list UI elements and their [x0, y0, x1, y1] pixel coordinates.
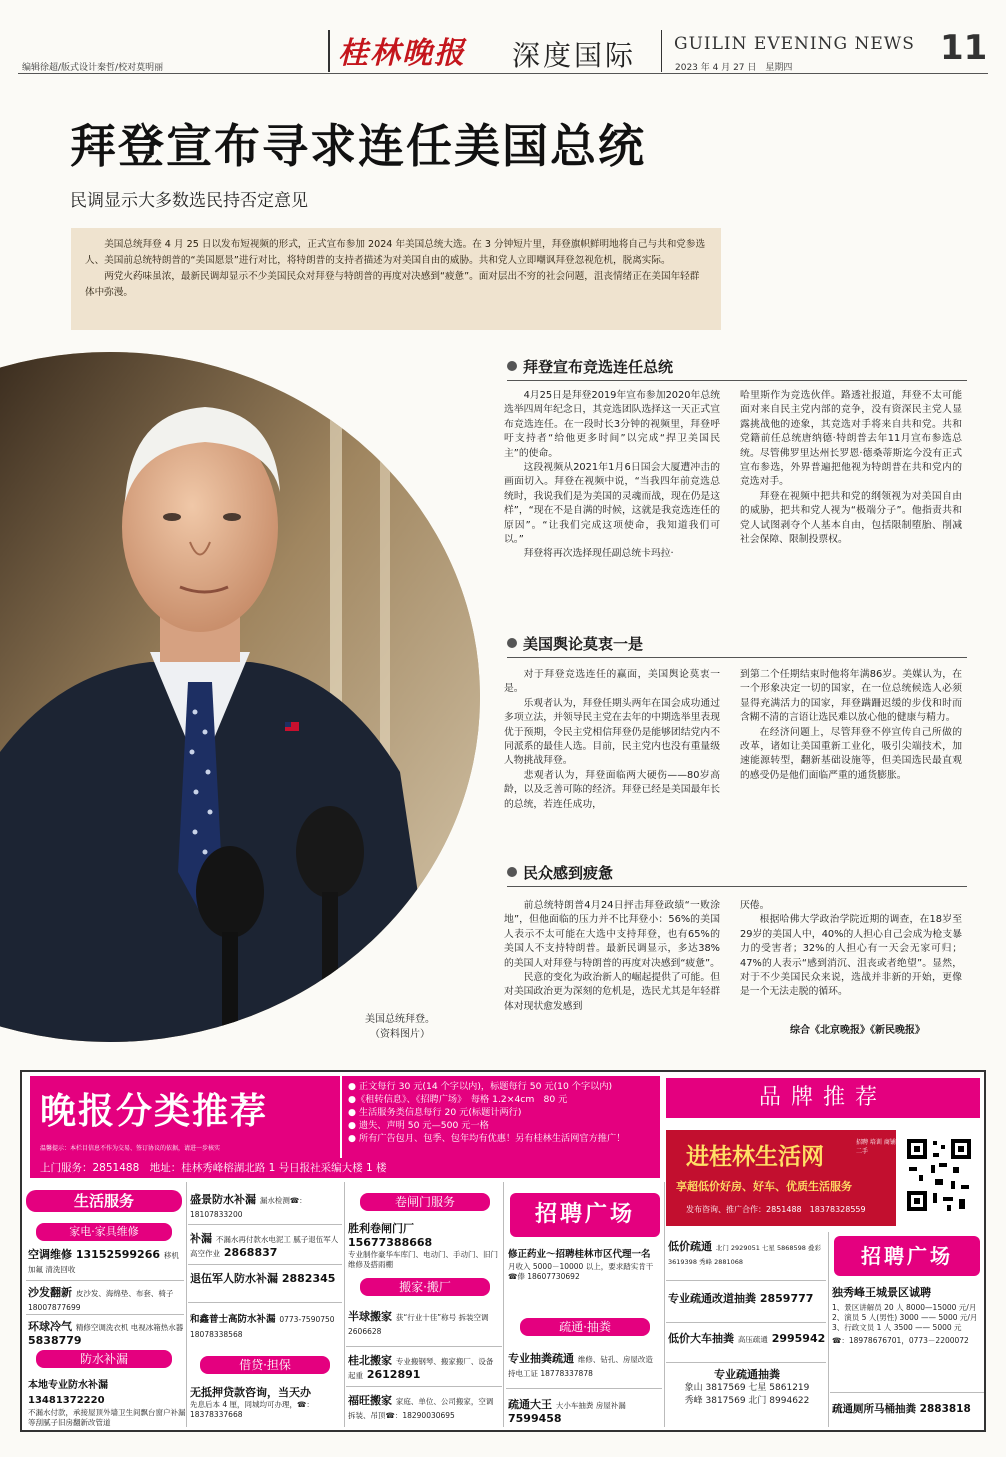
- sofa-title: 沙发翻新: [28, 1286, 72, 1299]
- local-leak-title: 本地专业防水补漏 13481372220: [28, 1380, 108, 1406]
- hexin-note: 0773-7590750 18078338568: [190, 1315, 335, 1339]
- xiuzheng-ad: [508, 1248, 660, 1282]
- newspaper-english-name: GUILIN EVENING NEWS: [674, 34, 915, 54]
- loan-title: 无抵押贷款咨询，当天办: [190, 1386, 311, 1399]
- fuwang-note: 家庭、单位、公司搬家，空调拆装、吊顶☎：18290030695: [348, 1397, 494, 1420]
- biden-photo: [0, 352, 480, 1042]
- article-paragraph: 厌倦。: [740, 900, 770, 911]
- shengjing-note: 漏水检测☎：18107833200: [190, 1196, 307, 1219]
- newspaper-logo: 桂林晚报: [338, 36, 466, 71]
- env-ac-ad: [28, 1320, 186, 1348]
- pro-drain-note: 维修、钻孔、房屋改造 持电工证 18778337878: [508, 1355, 653, 1378]
- hexin-ad: [190, 1312, 342, 1341]
- lead-box: [71, 228, 721, 330]
- bulou-ad: [190, 1232, 342, 1260]
- env-ac-phone: 5838779: [28, 1334, 82, 1347]
- pro-drain3-line: 象山 3817569 七星 5861219: [684, 1383, 810, 1393]
- article-column: [740, 899, 962, 1000]
- recruit-title-2: 招聘广场: [834, 1236, 980, 1276]
- section-title-text: 民众感到疲惫: [523, 864, 614, 882]
- moving-tag: 搬家·搬厂: [360, 1278, 490, 1296]
- section-rule: [507, 657, 967, 658]
- section-title-opinion: [507, 633, 643, 654]
- section-rule: [507, 380, 967, 381]
- pro-drain3-title: 专业疏通抽粪: [714, 1368, 780, 1381]
- classified-title: 晚报分类推荐: [40, 1090, 269, 1132]
- guibei-phone: 2612891: [366, 1368, 421, 1381]
- section-rule: [507, 886, 967, 887]
- shengjing-ad: [190, 1193, 342, 1221]
- article-column: [504, 389, 720, 562]
- headline: 拜登宣布寻求连任美国总统: [70, 119, 646, 173]
- duxiu-job: 2、演员 5 人(男性) 3000 —— 5000 元/月: [832, 1313, 978, 1322]
- rate-line: ●《租转信息》、《招聘广场》 每格 1.2×4cm 80 元: [348, 1094, 568, 1105]
- lowprice-drain-title: 低价疏通: [668, 1240, 712, 1253]
- ad-separator: [506, 1388, 662, 1389]
- ac-repair-line: 空调维修 13152599266: [28, 1248, 161, 1261]
- fuwang-ad: [348, 1394, 500, 1422]
- waterproof-tag: 防水补漏: [36, 1350, 172, 1368]
- ad-separator: [830, 1392, 984, 1393]
- column-divider: [503, 1182, 504, 1427]
- lowprice-truck-ad: [668, 1332, 826, 1346]
- editor-credits: 编辑徐超/版式设计秦哲/校对莫明丽: [22, 63, 164, 73]
- rate-line: ● 正文每行 30 元(14 个字以内)，标题每行 50 元(10 个字以内): [348, 1081, 613, 1092]
- header-divider: [661, 30, 662, 72]
- ad-separator: [666, 1362, 826, 1363]
- shengli-note: 专业制作豪华车库门、电动门、手动门、旧门维修及搭雨棚: [348, 1250, 498, 1269]
- brand-ad-title: 进桂林生活网: [686, 1144, 824, 1170]
- article-column: [740, 668, 962, 783]
- duxiu-job: 3、行政文员 1 人 3500 —— 5000 元: [832, 1323, 962, 1332]
- shengli-title: 胜利卷闸门厂 15677388668: [348, 1222, 433, 1249]
- section-name: 深度国际: [512, 39, 637, 72]
- article-paragraph: 拜登在视频中把共和党的纲领视为对美国自由的威胁，把共和党人视为“极端分子”。他指责共和党人试图剥夺个人基本自由，包括限制堕胎、削减社会保障、限制投票权。: [740, 490, 962, 546]
- article-paragraph: 这段视频从2021年1月6日国会大厦遭冲击的画面切入。拜登在视频中说，“当我四年前竞选总统时，我说我们是为美国的灵魂而战，现在仍是这样”，“现在不是自满的时候，这就是我竞选连任的原因”。“让我们完成这项使命，我知道我们可以。”: [504, 462, 720, 546]
- lowprice-truck-phone: 2995942: [771, 1332, 826, 1345]
- lowprice-drain-ad: [668, 1240, 826, 1268]
- section-title-text: 拜登宣布竞选连任总统: [523, 358, 674, 376]
- subheadline: 民调显示大多数选民持否定意见: [70, 191, 308, 211]
- ad-separator: [188, 1264, 342, 1265]
- duxiu-job: 1、景区讲解员 20 人 8000—15000 元/月: [832, 1303, 977, 1312]
- qr-code-icon: [903, 1135, 975, 1215]
- article-column: [740, 389, 962, 547]
- sofa-ad: [28, 1286, 186, 1314]
- caption-line: 美国总统拜登。: [365, 1014, 435, 1025]
- classified-address: 上门服务：2851488 地址：桂林秀峰榕湖北路 1 号日报社采编大楼 1 楼: [30, 1158, 660, 1178]
- bullet-icon: [507, 361, 517, 371]
- xiuzheng-title: 修正药业～招聘桂林市区代理一名: [508, 1249, 651, 1260]
- local-leak-note: 不漏水付款，承接屋顶外墙卫生间飘台窗户补漏等刮腻子旧房翻新改管道: [28, 1408, 186, 1427]
- rate-line: ● 所有广告包月、包季、包年均有优惠！另有桂林生活网官方推广！: [348, 1133, 626, 1144]
- brand-recommend-title: 品牌推荐: [666, 1078, 980, 1118]
- ac-repair-ad: [28, 1248, 186, 1276]
- loan-ad: [190, 1386, 342, 1420]
- lead-paragraph: 美国总统拜登 4 月 25 日以发布短视频的形式，正式宣布参加 2024 年美国总统大选。在 3 分钟短片里，拜登旗帜鲜明地将自己与共和党参选人、美国前总统特朗普的“美国愿景”进行对比，将特朗普的支持者描述为对美国自由的威胁。共和党人立即嘲讽拜登忽视危机，脱离实际。: [85, 239, 706, 266]
- article-paragraph: 民意的变化为政治新人的崛起提供了可能。但对美国政治更为深刻的危机是，选民尤其是年轻群体对现状愈发感到: [504, 972, 720, 1012]
- column-divider: [828, 1232, 829, 1427]
- life-service-title: 生活服务: [26, 1190, 182, 1212]
- article-paragraph: 拜登将再次选择现任副总统卡玛拉·: [523, 548, 674, 560]
- column-divider: [344, 1182, 345, 1427]
- guibei-ad: [348, 1354, 500, 1382]
- article-paragraph: 乐观者认为，拜登任期头两年在国会成功通过多项立法，并领导民主党在去年的中期选举里表现优于预期，令民主党相信拜登仍是能够团结党内不同派系的最佳人选。目前，民主党内也没有重量级人物挑战拜登。: [504, 697, 720, 767]
- bulou-phone: 2868837: [223, 1246, 278, 1259]
- pro-drain-ad: [508, 1352, 660, 1380]
- section-title-fatigue: [507, 862, 613, 883]
- article-column: [504, 899, 720, 1014]
- portrait-illustration: [0, 352, 480, 1042]
- brand-ad-tags: 招聘 培训 商铺 二手: [856, 1139, 896, 1155]
- datong-ad: [508, 1398, 660, 1426]
- env-ac-note: 精修空调洗衣机 电视冰箱热水器: [75, 1323, 184, 1332]
- article-column: [504, 668, 720, 812]
- brand-ad-slogan: 享超低价好房、好车、优质生活服务: [676, 1180, 852, 1193]
- bullet-icon: [507, 638, 517, 648]
- drain-tag: 疏通·抽粪: [520, 1318, 650, 1336]
- issue-date: 2023 年 4 月 27 日 星期四: [675, 63, 793, 73]
- classified-tip: 温馨提示：本栏目信息不作为交易、签订协议的依据，请进一步核实: [40, 1145, 221, 1152]
- banqiu-note: 获“行业十佳”称号 拆装空调 2606628: [348, 1313, 489, 1336]
- pro-drain3-ad: [668, 1368, 826, 1408]
- article-paragraph: 到第二个任期结束时他将年满86岁。美媒认为，在一个形象决定一切的国家，在一位总统候选人必须显得充满活力的国家，拜登蹒跚迟缓的步伐和时而含糊不清的言语让选民难以放心他的健康与精力。: [740, 669, 962, 724]
- ad-separator: [188, 1224, 342, 1225]
- lead-paragraph: 两党火药味虽浓，最新民调却显示不少美国民众对拜登与特朗普的再度对决感到“疲惫”。面对层出不穷的社会问题，沮丧情绪正在美国年轻群体中弥漫。: [85, 271, 700, 298]
- bulou-note: 不漏水再付款水电泥工 腻子退伍军人高空作业: [190, 1235, 339, 1258]
- ad-separator: [666, 1280, 826, 1281]
- env-ac-title: 环球冷气: [28, 1320, 72, 1333]
- pro-drain3-line: 秀峰 3817569 北门 8994622: [684, 1396, 810, 1406]
- fuwang-title: 福旺搬家: [348, 1394, 392, 1407]
- rate-line: ● 生活服务类信息每行 20 元(标题计两行): [348, 1107, 522, 1118]
- article-paragraph: 4月25日是拜登2019年宣布参加2020年总统选举四周年纪念日，其竞选团队选择这一天正式宣布竞选连任。在一段时长3分钟的视频里，拜登呼吁支持者“给他更多时间”以完成“捍卫美国民主”的使命。: [504, 390, 720, 459]
- loan-note: 先息后本 4 厘，同城均可办理，☎：18378337668: [190, 1400, 314, 1419]
- lowprice-drain-note: 北门 2929051 七星 5868598 叠彩 3619398 秀峰 2881068: [668, 1244, 822, 1266]
- ad-separator: [188, 1302, 342, 1303]
- hexin-title: 和鑫普士高防水补漏: [190, 1314, 276, 1325]
- ac-repair-note: 移机加氟 清洗回收: [28, 1251, 179, 1274]
- pro-drain-title: 专业抽粪疏通: [508, 1352, 574, 1365]
- banqiu-title: 半球搬家: [348, 1310, 392, 1323]
- ad-separator: [26, 1280, 184, 1281]
- brand-ad-contact: 发布咨询、推广合作：2851488 18378328559: [686, 1205, 866, 1214]
- shengli-ad: [348, 1222, 500, 1270]
- header-rule: [18, 73, 988, 74]
- bullet-icon: [507, 867, 517, 877]
- caption-credit: （资料图片）: [370, 1029, 430, 1040]
- header-divider: [328, 30, 330, 72]
- article-paragraph: 根据哈佛大学政治学院近期的调查，在18岁至29岁的美国人中，40%的人担心自己会成为枪支暴力的受害者；32%的人担心有一天会无家可归；47%的人表示“感到消沉、沮丧或者绝望”。显然，对于不少美国民众来说，选战并非新的开始，更像是一个无法走脱的循环。: [740, 914, 962, 998]
- ad-separator: [26, 1314, 184, 1315]
- lowprice-truck-note: 高压疏通: [737, 1335, 768, 1344]
- ad-separator: [346, 1386, 502, 1387]
- classified-rates: [342, 1076, 660, 1158]
- rolling-door-tag: 卷闸门服务: [360, 1193, 490, 1211]
- datong-note: 大小车抽粪 房屋补漏: [555, 1401, 626, 1410]
- column-divider: [186, 1182, 187, 1427]
- guilin-life-ad: [666, 1130, 896, 1226]
- bulou-title: 补漏: [190, 1232, 212, 1245]
- lowprice-truck-title: 低价大车抽粪: [668, 1332, 734, 1345]
- banqiu-ad: [348, 1310, 500, 1338]
- duxiu-ad: [832, 1286, 982, 1346]
- datong-title: 疏通大王: [508, 1398, 552, 1411]
- article-paragraph: 悲观者认为，拜登面临两大硬伤——80岁高龄，以及乏善可陈的经济。拜登已经是美国最年长的总统，若连任成功，: [504, 769, 720, 810]
- duxiu-phone: ☎：18978676701，0773－2200072: [832, 1336, 969, 1345]
- ad-separator: [346, 1346, 502, 1347]
- page-number: 11: [940, 28, 988, 68]
- article-paragraph: 哈里斯作为竞选伙伴。路透社报道，拜登不太可能面对来自民主党内部的竞争，没有资深民主党人显露挑战他的迹象，其竞选对手将来自共和党。共和党籍前任总统唐纳德·特朗普去年11月宣布参选总统。尽管佛罗里达州长罗恩·德桑蒂斯迄今没有正式宣布参选，外界普遍把他视为特朗普在共和党内的竞选对手。: [740, 390, 962, 488]
- xiuzheng-note: 月收入 5000－10000 以上，要求踏实肯干☎俸 18607730692: [508, 1262, 654, 1281]
- article-paragraph: 对于拜登竞选连任的赢面，美国舆论莫衷一是。: [504, 669, 720, 695]
- sofa-note: 皮沙发、海绵垫、布套、椅子 18007877699: [28, 1289, 174, 1312]
- datong-phone: 7599458: [508, 1412, 562, 1425]
- loan-tag: 借贷·担保: [200, 1356, 330, 1374]
- article-paragraph: 前总统特朗普4月24日抨击拜登政绩“一败涂地”，但他面临的压力并不比拜登小：56%的美国人表示不太可能在大选中支持拜登，也有65%的美国人不支持特朗普。最新民调显示，多达38%的美国人对拜登与特朗普的再度对决感到“疲惫”。: [504, 900, 720, 969]
- rate-line: ● 遗失、声明 50 元—500 元一格: [348, 1120, 489, 1131]
- local-leak-ad: [28, 1378, 186, 1428]
- guibei-title: 桂北搬家: [348, 1354, 392, 1367]
- article-paragraph: 在经济问题上，尽管拜登不停宣传自己所做的改革，诸如让美国重新工业化，吸引尖端技术，加速能源转型，翻新基础设施等，但美国选民最直观的感受仍是他们面临严重的通货膨胀。: [740, 726, 962, 781]
- section-title-text: 美国舆论莫衷一是: [523, 635, 644, 653]
- duxiu-title: 独秀峰王城景区诚聘: [832, 1286, 931, 1299]
- pro-drain2-ad: 专业疏通改道抽粪 2859777: [668, 1292, 814, 1305]
- recruit-title: 招聘广场: [510, 1193, 660, 1237]
- section-title-campaign: [507, 356, 673, 377]
- appliance-tag: 家电·家具维修: [36, 1223, 172, 1241]
- column-divider: [664, 1182, 665, 1427]
- guibei-note: 专业搬钢琴、搬家搬厂、设备起重: [348, 1357, 494, 1380]
- toilet-ad: 疏通厕所马桶抽粪 2883818: [832, 1403, 971, 1415]
- veteran-ad: 退伍军人防水补漏 2882345: [190, 1272, 336, 1285]
- photo-caption: [365, 1012, 435, 1042]
- article-source: 综合《北京晚报》《新民晚报》: [790, 1025, 925, 1036]
- shengjing-title: 盛景防水补漏: [190, 1193, 256, 1206]
- ad-separator: [666, 1322, 826, 1323]
